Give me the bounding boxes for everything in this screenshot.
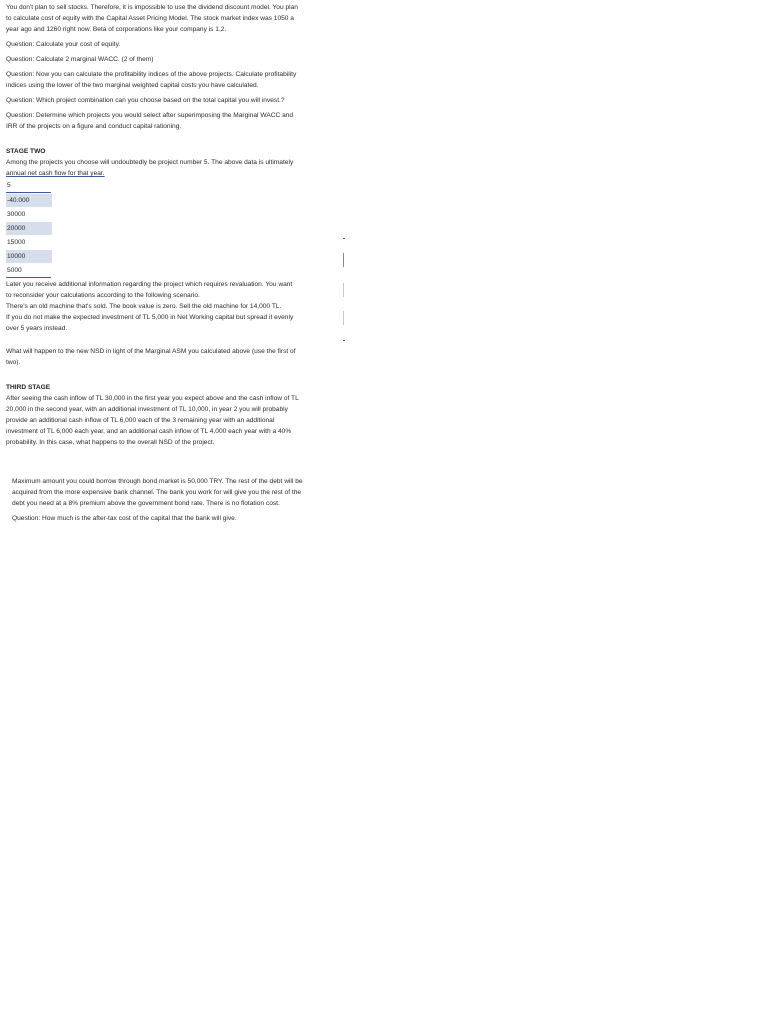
margin-bar	[343, 283, 344, 297]
stage-two-intro-line: annual net cash flow for that year.	[6, 170, 105, 177]
question-project-combination	[6, 95, 346, 106]
question-text: Question: Determine which projects you would select after superimposing the Marginal WACC and	[6, 112, 294, 119]
question-text: IRR of the projects on a figure and conduct capital rationing.	[6, 123, 182, 130]
question-text: What will happen to the new NSD in light of the Marginal ASM you calculated above (use the first of	[6, 348, 296, 355]
cash-flow-table	[6, 179, 52, 278]
question-text: indices using the lower of the two marginal weighted capital costs you have calculated.	[6, 82, 259, 89]
cash-flow-cell: -40.000	[6, 194, 52, 207]
cash-flow-cell: 5000	[6, 264, 51, 278]
stage-two-heading: STAGE TWO	[6, 148, 46, 155]
bond-section	[12, 476, 352, 524]
additional-info-line: to reconsider your calculations according to the following scenario.	[6, 292, 200, 299]
stage-two-intro-line: Among the projects you choose will undoubtedly be project number 5. The above data is ultimately	[6, 159, 294, 166]
question-text: Question: Which project combination can you choose based on the total capital you will invest.?	[6, 97, 285, 104]
question-text: Question: How much is the after-tax cost of the capital that the bank will give.	[12, 515, 237, 522]
question-capital-rationing	[6, 110, 346, 132]
question-text: Question: Calculate 2 marginal WACC. (2 of them)	[6, 56, 154, 63]
margin-bar	[343, 253, 344, 267]
intro-paragraph	[6, 2, 346, 35]
third-stage-line: provide an additional cash inflow of TL 6,000 each of the 3 remaining year with an additional	[6, 417, 275, 424]
document-body	[6, 2, 346, 448]
additional-info-line: If you do not make the expected investment of TL 5,000 in Net Working capital but spread it evenly	[6, 314, 294, 321]
stage-two-intro	[6, 157, 346, 179]
third-stage-heading: THIRD STAGE	[6, 384, 51, 391]
additional-info-line: over 5 years instead.	[6, 325, 68, 332]
question-profitability-indices	[6, 69, 346, 91]
bond-line: debt you need at a 8% premium above the government bond rate. There is no flotation cost.	[12, 500, 280, 507]
additional-info-line: There's an old machine that's sold. The book value is zero. Sell the old machine for 14,000 TL.	[6, 303, 282, 310]
third-stage-line: After seeing the cash inflow of TL 30,000 in the first year you expect above and the cash inflow of TL	[6, 395, 299, 402]
question-text: two).	[6, 359, 21, 366]
third-stage-line: probability. In this case, what happens to the overall NSD of the project.	[6, 439, 215, 446]
question-text: Question: Now you can calculate the profitability indices of the above projects. Calculate profitability	[6, 71, 297, 78]
intro-line: year ago and 1260 right now. Beta of corporations like your company is 1,2.	[6, 26, 227, 33]
additional-info-paragraph	[6, 279, 346, 334]
third-stage-line: investment of TL 6,000 each year, and an additional cash inflow of TL 4,000 each year with a 40%	[6, 428, 292, 435]
nsd-question	[6, 346, 346, 368]
cash-flow-cell: 30000	[7, 211, 26, 218]
cash-flow-cell: 20000	[6, 222, 52, 235]
question-text: Question: Calculate your cost of equity.	[6, 41, 121, 48]
cash-flow-cell: 5	[6, 179, 51, 193]
third-stage-line: 20,000 in the second year, with an additional investment of TL 10,000, in year 2 you will probably	[6, 406, 288, 413]
question-cost-of-equity	[6, 39, 346, 50]
bond-line: acquired from the more expensive bank channel. The bank you work for will give you the rest of the	[12, 489, 302, 496]
intro-line: You don't plan to sell stocks. Therefore, it is impossible to use the dividend discount model. You plan	[6, 4, 298, 11]
bond-line: Maximum amount you could borrow through bond market is 50,000 TRY. The rest of the debt will be	[12, 478, 303, 485]
third-stage-paragraph	[6, 393, 346, 448]
question-marginal-wacc	[6, 54, 346, 65]
margin-bar	[343, 311, 344, 325]
margin-mark	[343, 340, 345, 341]
additional-info-line: Later you receive additional information regarding the project which requires revaluation. You want	[6, 281, 293, 288]
cash-flow-cell: 10000	[6, 250, 52, 263]
margin-mark	[343, 238, 345, 239]
cash-flow-cell: 15000	[7, 239, 26, 246]
intro-line: to calculate cost of equity with the Capital Asset Pricing Model. The stock market index was 1050 a	[6, 15, 294, 22]
